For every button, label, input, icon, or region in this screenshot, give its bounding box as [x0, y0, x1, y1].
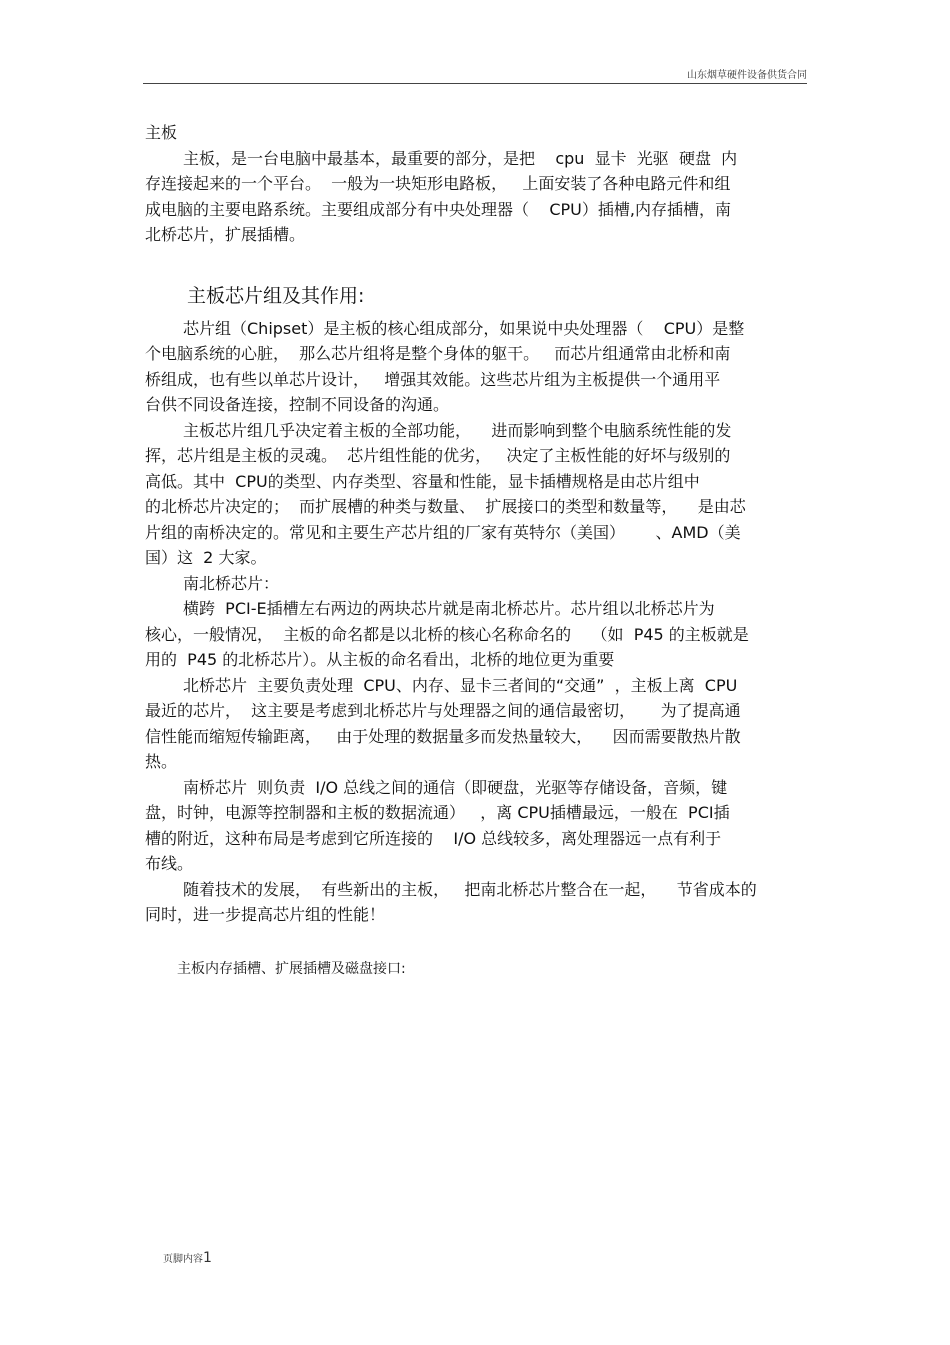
text-line: 南桥芯片 则负责 I/O 总线之间的通信（即硬盘，光驱等存储设备，音频，键 — [183, 777, 728, 797]
text-line: 槽的附近，这种布局是考虑到它所连接的 I/O 总线较多，离处理器远一点有利于 — [145, 828, 722, 848]
header-divider — [143, 83, 807, 84]
text-line: 高低。其中 CPU的类型、内存类型、容量和性能，显卡插槽规格是由芯片组中 — [145, 471, 700, 491]
text-line: 主板芯片组几乎决定着主板的全部功能， 进而影响到整个电脑系统性能的发 — [183, 420, 732, 440]
section-title: 主板 — [145, 123, 178, 142]
section-intro — [145, 146, 805, 248]
paragraph — [145, 418, 805, 571]
text-line: 北桥芯片，扩展插槽。 — [145, 225, 306, 244]
text-line: 成电脑的主要电路系统。主要组成部分有中央处理器（ CPU）插槽,内存插槽，南 — [145, 199, 731, 219]
paragraph — [145, 571, 805, 597]
text-line: 同时，进一步提高芯片组的性能！ — [145, 905, 386, 924]
text-line: 用的 P45 的北桥芯片）。从主板的命名看出，北桥的地位更为重要 — [145, 650, 615, 669]
text-line: 芯片组（Chipset）是主板的核心组成部分，如果说中央处理器（ CPU）是整 — [183, 318, 745, 338]
text-line: 主板，是一台电脑中最基本，最重要的部分，是把 cpu 显卡 光驱 硬盘 内 — [183, 148, 738, 168]
text-line: 个电脑系统的心脏， 那么芯片组将是整个身体的躯干。 而芯片组通常由北桥和南 — [145, 344, 731, 363]
section-heading: 主板芯片组及其作用: — [187, 284, 365, 307]
main-content — [145, 120, 805, 979]
text-line: 布线。 — [145, 854, 194, 873]
paragraph — [145, 775, 805, 877]
page-footer — [163, 1250, 212, 1266]
text-line: 南北桥芯片： — [183, 573, 280, 593]
page-number: 1 — [203, 1250, 212, 1266]
text-line: 片组的南桥决定的。常见和主要生产芯片组的厂家有英特尔（美国） 、AMD（美 — [145, 522, 741, 542]
subsection-heading: 主板内存插槽、扩展插槽及磁盘接口: — [177, 960, 406, 977]
paragraph — [145, 673, 805, 775]
text-line: 信性能而缩短传输距离， 由于处理的数据量多而发热量较大， 因而需要散热片散 — [145, 726, 741, 746]
text-line: 热。 — [145, 752, 178, 771]
paragraph — [145, 877, 805, 928]
text-line: 北桥芯片 主要负责处理 CPU、内存、显卡三者间的“交通” ，主板上离 CPU — [183, 675, 738, 695]
footer-label: 页脚内容 — [163, 1254, 203, 1265]
text-line: 挥，芯片组是主板的灵魂。 芯片组性能的优劣， 决定了主板性能的好坏与级别的 — [145, 446, 731, 465]
text-line: 核心，一般情况， 主板的命名都是以北桥的核心名称命名的 （如 P45 的主板就是 — [145, 624, 749, 644]
text-line: 存连接起来的一个平台。 一般为一块矩形电路板， 上面安装了各种电路元件和组 — [145, 174, 731, 193]
text-line: 横跨 PCI-E插槽左右两边的两块芯片就是南北桥芯片。芯片组以北桥芯片为 — [183, 599, 715, 618]
text-line: 最近的芯片， 这主要是考虑到北桥芯片与处理器之间的通信最密切， 为了提高通 — [145, 701, 741, 720]
paragraph — [145, 316, 805, 418]
section-body — [145, 316, 805, 928]
header-title: 山东烟草硬件设备供货合同 — [687, 70, 807, 81]
text-line: 台供不同设备连接，控制不同设备的沟通。 — [145, 395, 450, 414]
text-line: 盘，时钟，电源等控制器和主板的数据流通） ，离 CPU插槽最远，一般在 PCI插 — [145, 803, 730, 822]
text-line: 国）这 2 大家。 — [145, 548, 267, 567]
paragraph — [145, 596, 805, 673]
text-line: 桥组成，也有些以单芯片设计， 增强其效能。这些芯片组为主板提供一个通用平 — [145, 369, 721, 389]
text-line: 随着技术的发展， 有些新出的主板， 把南北桥芯片整合在一起， 节省成本的 — [183, 879, 757, 899]
text-line: 的北桥芯片决定的； 而扩展槽的种类与数量、 扩展接口的类型和数量等， 是由芯 — [145, 497, 746, 516]
